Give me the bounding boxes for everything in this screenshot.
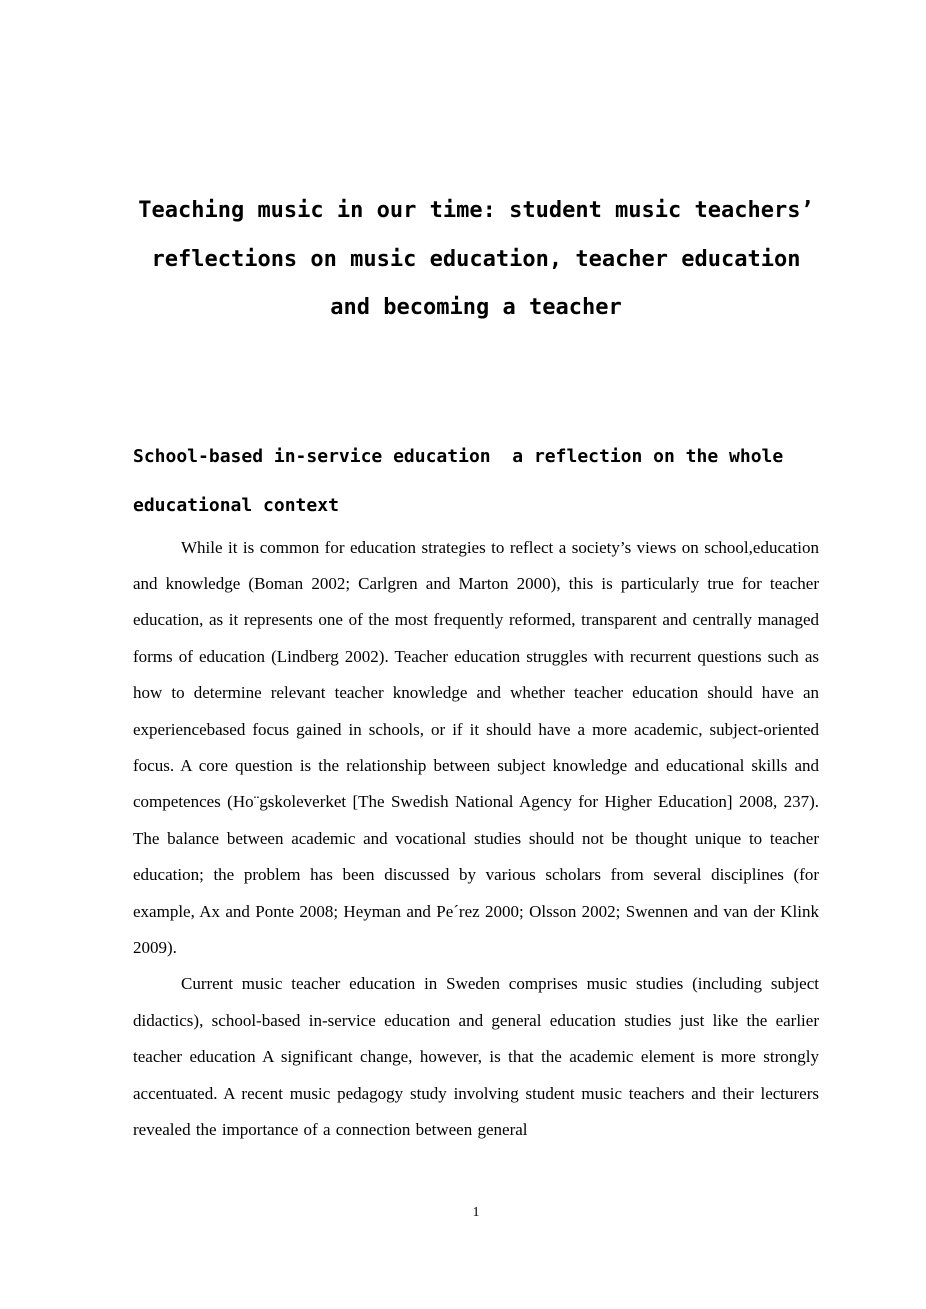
- document-content: [133, 0, 819, 1148]
- body-paragraph: While it is common for education strategies to reflect a society’s views on school,education and knowledge (Boman 2002; Carlgren and Marton 2000), this is particularly true for teacher education, as it represents one of the most frequently reformed, transparent and centrally managed forms of education (Lindberg 2002). Teacher education struggles with recurrent questions such as how to determine relevant teacher knowledge and whether teacher education should have an experiencebased focus gained in schools, or if it should have a more academic, subject-oriented focus. A core question is the relationship between subject knowledge and educational skills and competences (Ho¨gskoleverket [The Swedish National Agency for Higher Education] 2008, 237). The balance between academic and vocational studies should not be thought unique to teacher education; the problem has been discussed by various scholars from several disciplines (for example, Ax and Ponte 2008; Heyman and Pe´rez 2000; Olsson 2002; Swennen and van der Klink 2009).: [133, 537, 819, 957]
- page-number: 1: [472, 1205, 480, 1220]
- body-paragraph: Current music teacher education in Sweden comprises music studies (including subject didactics), school-based in-service education and general education studies just like the earlier teacher education A significant change, however, is that the academic element is more strongly accentuated. A recent music pedagogy study involving student music teachers and their lecturers revealed the importance of a connection between general: [133, 974, 819, 1139]
- document-title: Teaching music in our time: student music teachers’ reflections on music education, teacher education and becoming a teacher: [138, 198, 814, 320]
- section-heading: School-based in-service education a reflection on the whole educational context: [133, 445, 795, 516]
